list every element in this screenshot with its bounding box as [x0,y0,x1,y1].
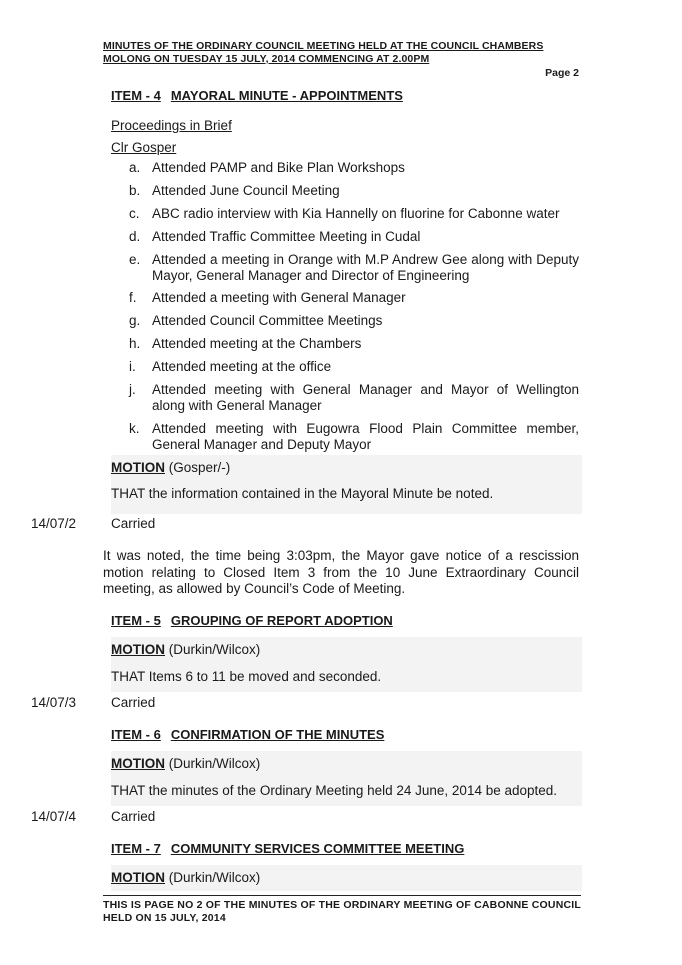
item-4-title: MAYORAL MINUTE - APPOINTMENTS [170,88,403,103]
list-item [129,359,579,375]
list-text: Attended PAMP and Bike Plan Workshops [152,160,405,175]
list-item [129,421,579,453]
page-number: Page 2 [545,67,579,79]
motion-movers: (Gosper/-) [168,460,231,475]
motion-label: MOTION [111,642,165,657]
list-item [129,313,579,329]
item-5-motion-box [111,637,582,692]
header-line-1: MINUTES OF THE ORDINARY COUNCIL MEETING HELD AT THE COUNCIL CHAMBERS [103,40,544,52]
list-item [129,206,579,222]
list-letter: e. [129,251,141,267]
item-6-heading [111,727,384,742]
motion-label: MOTION [111,756,165,771]
item-7-motion-box [111,865,582,891]
resolution-number: 14/07/2 [31,516,77,531]
item-7-heading [111,841,464,856]
list-text: Attended meeting with General Manager and Mayor of Wellington along with General Manager [152,382,579,414]
document-header [103,40,581,66]
item-5-motion-text: THAT Items 6 to 11 be moved and seconded. [111,669,382,684]
list-letter: k. [129,420,140,436]
motion-movers: (Durkin/Wilcox) [168,756,261,771]
resolution-number: 14/07/4 [31,809,77,824]
item-5-heading [111,613,393,628]
list-item [129,382,579,414]
item-4-motion [111,460,230,475]
list-text: ABC radio interview with Kia Hannelly on fluorine for Cabonne water [152,205,560,221]
item-6-motion [111,756,260,771]
carried-label: Carried [111,809,156,824]
list-item [129,252,579,284]
item-4-heading [111,88,403,103]
rescission-note: It was noted, the time being 3:03pm, the Mayor gave notice of a rescission motion relating to Closed Item 3 from the 10 June Extraordinary Council meeting, as allowed by Council’s Code of Meeting. [103,548,579,596]
item-7-title: COMMUNITY SERVICES COMMITTEE MEETING [170,841,465,856]
item-5-number: ITEM - 5 [111,613,161,628]
list-letter: a. [129,160,141,175]
list-letter: b. [129,182,141,198]
header-line-2: MOLONG ON TUESDAY 15 JULY, 2014 COMMENCING AT 2.00PM [103,53,430,65]
motion-label: MOTION [111,870,165,885]
list-text: Attended meeting at the office [152,359,332,375]
item-6-motion-box [111,751,582,806]
activity-list [129,160,579,460]
proceedings-subheading: Proceedings in Brief [111,118,232,133]
list-text: Attended meeting at the Chambers [152,336,362,352]
page-footer: THIS IS PAGE NO 2 OF THE MINUTES OF THE ORDINARY MEETING OF CABONNE COUNCIL HELD ON 15 JULY, 2014 [103,899,581,924]
list-text: Attended Council Committee Meetings [152,313,383,329]
list-item [129,229,579,245]
item-6-motion-text: THAT the minutes of the Ordinary Meeting held 24 June, 2014 be adopted. [111,783,558,798]
list-letter: i. [129,359,136,375]
item-5-motion [111,642,260,657]
item-4-motion-text: THAT the information contained in the Mayoral Minute be noted. [111,486,494,501]
carried-label: Carried [111,695,156,710]
list-letter: f. [129,290,137,306]
list-letter: c. [129,205,140,221]
list-text: Attended June Council Meeting [152,182,340,198]
list-item [129,290,579,306]
list-letter: d. [129,228,141,244]
motion-movers: (Durkin/Wilcox) [168,870,261,885]
list-text: Attended a meeting in Orange with M.P Andrew Gee along with Deputy Mayor, General Manager and Director of Engineering [152,251,579,283]
carried-label: Carried [111,516,156,531]
item-5-title: GROUPING OF REPORT ADOPTION [170,613,393,628]
list-letter: j. [129,382,136,398]
footer-divider [103,895,581,896]
motion-movers: (Durkin/Wilcox) [168,642,261,657]
list-letter: g. [129,313,141,329]
item-7-number: ITEM - 7 [111,841,161,856]
item-6-title: CONFIRMATION OF THE MINUTES [170,727,385,742]
list-text: Attended a meeting with General Manager [152,290,406,306]
item-4-motion-box [111,455,582,514]
list-item [129,336,579,352]
item-7-motion [111,870,260,885]
resolution-number: 14/07/3 [31,695,77,710]
list-letter: h. [129,336,141,352]
list-item [129,160,579,176]
item-6-number: ITEM - 6 [111,727,161,742]
councillor-subheading: Clr Gosper [111,140,177,155]
list-text: Attended meeting with Eugowra Flood Plain Committee member, General Manager and Deputy Mayor [152,420,579,452]
motion-label: MOTION [111,460,165,475]
item-4-number: ITEM - 4 [111,88,161,103]
list-item [129,183,579,199]
list-text: Attended Traffic Committee Meeting in Cudal [152,228,421,244]
